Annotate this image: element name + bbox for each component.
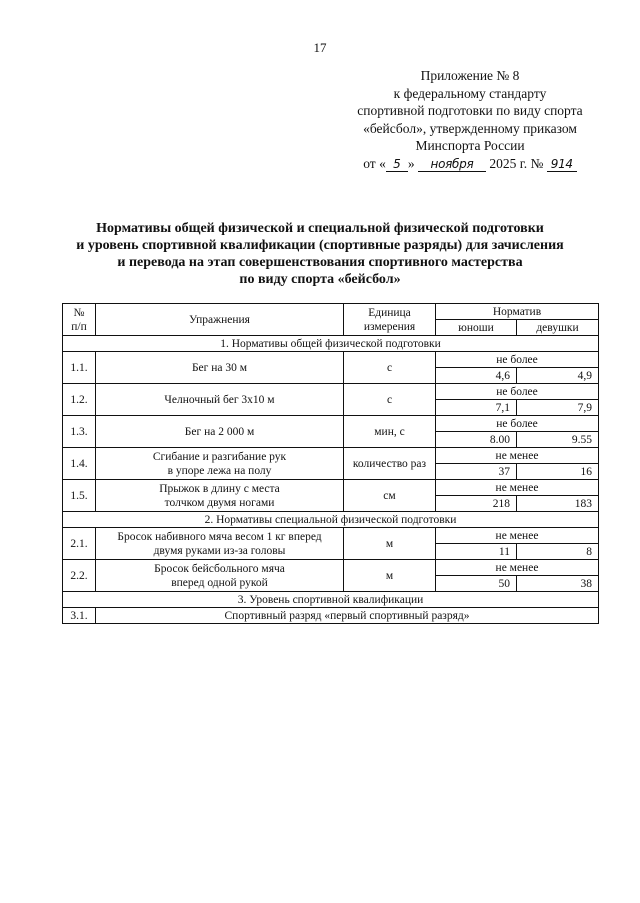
boys-value: 37 [436, 464, 517, 480]
header-exercise: Упражнения [96, 304, 344, 336]
row-number: 2.2. [63, 560, 96, 592]
title-line-3: и перевода на этап совершенствования спортивного мастерства [117, 255, 523, 270]
girls-value: 38 [517, 576, 599, 592]
unit-cell: см [344, 480, 436, 512]
exercise-cell [96, 416, 344, 448]
condition-cell: не более [436, 352, 599, 368]
table-row [63, 560, 599, 576]
header-unit: Единица измерения [344, 304, 436, 336]
girls-value: 8 [517, 544, 599, 560]
exercise-cell [96, 560, 344, 592]
girls-value: 7,9 [517, 400, 599, 416]
date-mid: » [407, 155, 415, 171]
title-line-1: Нормативы общей физической и специальной физической подготовки [96, 221, 544, 236]
date-month: ноября [418, 158, 486, 172]
boys-value: 8.00 [436, 432, 517, 448]
exercise-line-1: Бросок набивного мяча весом 1 кг вперед [117, 530, 322, 543]
table-row [63, 384, 599, 400]
header-boys: юноши [436, 320, 517, 336]
date-year: 2025 г. № [489, 155, 544, 171]
exercise-line-1: Прыжок в длину с места [159, 482, 280, 495]
title-line-4: по виду спорта «бейсбол» [239, 272, 401, 287]
appendix-header [320, 67, 620, 172]
date-prefix: от « [363, 155, 386, 171]
table-row [63, 480, 599, 496]
row-number: 1.4. [63, 448, 96, 480]
appendix-line-1: Приложение № 8 [420, 68, 520, 83]
unit-cell: с [344, 352, 436, 384]
table-row [63, 528, 599, 544]
condition-cell: не менее [436, 480, 599, 496]
unit-cell: м [344, 528, 436, 560]
appendix-line-5: Минспорта России [415, 138, 525, 153]
condition-cell: не более [436, 416, 599, 432]
header-norm: Норматив [436, 304, 599, 320]
document-title [40, 220, 600, 288]
exercise-cell [96, 480, 344, 512]
exercise-line-2: толчком двумя ногами [164, 496, 275, 509]
order-date-line [320, 155, 620, 173]
title-line-2: и уровень спортивной квалификации (спортивные разряды) для зачисления [76, 238, 564, 253]
section-3-label: 3. Уровень спортивной квалификации [63, 592, 599, 608]
condition-cell: не более [436, 384, 599, 400]
page-number: 17 [313, 40, 327, 55]
norms-table [62, 303, 599, 624]
row-number: 1.5. [63, 480, 96, 512]
row-number: 3.1. [63, 608, 96, 624]
condition-cell: не менее [436, 448, 599, 464]
row-number: 1.2. [63, 384, 96, 416]
row-number: 1.3. [63, 416, 96, 448]
exercise-cell [96, 448, 344, 480]
qualification-text: Спортивный разряд «первый спортивный разряд» [96, 608, 599, 624]
unit-cell: количество раз [344, 448, 436, 480]
exercise-line-1: Челночный бег 3х10 м [164, 393, 275, 406]
girls-value: 16 [517, 464, 599, 480]
table-row [63, 416, 599, 432]
condition-cell: не менее [436, 560, 599, 576]
boys-value: 4,6 [436, 368, 517, 384]
exercise-line-2: двумя руками из-за головы [153, 544, 286, 557]
exercise-cell [96, 352, 344, 384]
boys-value: 50 [436, 576, 517, 592]
date-day: 5 [386, 158, 408, 172]
row-number: 2.1. [63, 528, 96, 560]
row-number: 1.1. [63, 352, 96, 384]
exercise-cell [96, 384, 344, 416]
unit-cell: м [344, 560, 436, 592]
table-row [63, 352, 599, 368]
girls-value: 9.55 [517, 432, 599, 448]
section-2-label: 2. Нормативы специальной физической подготовки [63, 512, 599, 528]
header-girls: девушки [517, 320, 599, 336]
girls-value: 4,9 [517, 368, 599, 384]
section-1-row [63, 336, 599, 352]
exercise-line-1: Бросок бейсбольного мяча [154, 562, 285, 575]
boys-value: 11 [436, 544, 517, 560]
appendix-line-3: спортивной подготовки по виду спорта [357, 103, 583, 118]
unit-cell: с [344, 384, 436, 416]
section-2-body [63, 528, 599, 592]
appendix-line-2: к федеральному стандарту [393, 85, 547, 101]
table-row [63, 608, 599, 624]
condition-cell: не менее [436, 528, 599, 544]
boys-value: 7,1 [436, 400, 517, 416]
table-row [63, 448, 599, 464]
section-3-row [63, 592, 599, 608]
exercise-line-2: вперед одной рукой [171, 576, 268, 589]
girls-value: 183 [517, 496, 599, 512]
appendix-line-4: «бейсбол», утвержденному приказом [363, 120, 577, 136]
section-1-label: 1. Нормативы общей физической подготовки [63, 336, 599, 352]
section-1-body [63, 352, 599, 512]
exercise-cell [96, 528, 344, 560]
unit-cell: мин, с [344, 416, 436, 448]
exercise-line-1: Бег на 2 000 м [184, 425, 255, 438]
order-number: 914 [547, 158, 577, 172]
boys-value: 218 [436, 496, 517, 512]
exercise-line-1: Бег на 30 м [191, 361, 248, 374]
section-2-row [63, 512, 599, 528]
header-row-1 [63, 304, 599, 320]
exercise-line-1: Сгибание и разгибание рук [152, 450, 287, 463]
exercise-line-2: в упоре лежа на полу [167, 464, 272, 477]
header-num: № п/п [63, 304, 96, 336]
